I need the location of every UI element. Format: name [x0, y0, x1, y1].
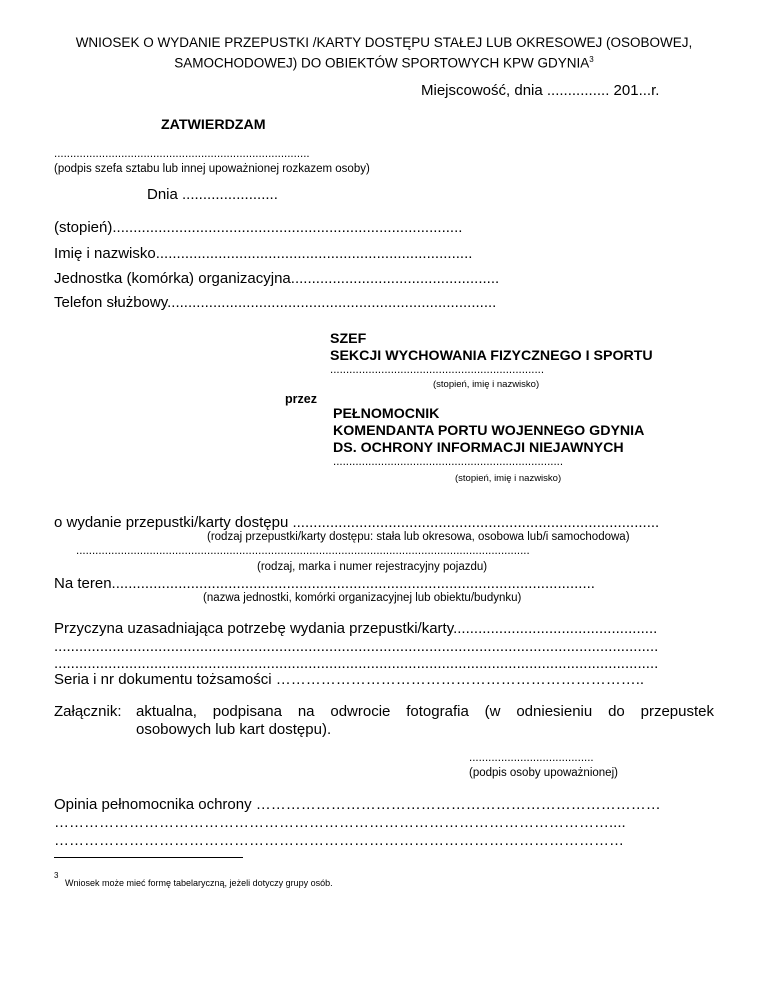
via-caption: (stopień, imię i nazwisko) — [455, 473, 562, 484]
place-and-date: Miejscowość, dnia ............... 201...r. — [421, 82, 660, 99]
applicant-name-field: Imię i nazwisko............................................................................ — [54, 245, 473, 262]
approval-heading: ZATWIERDZAM — [161, 117, 266, 133]
via-line3: DS. OCHRONY INFORMACJI NIEJAWNYCH — [333, 440, 624, 456]
via-label: przez — [285, 392, 317, 406]
footnote-divider — [54, 857, 243, 858]
addressee-signature-line: ................................................................... — [330, 364, 545, 376]
attachment-text-line2: osobowych lub kart dostępu). — [136, 721, 332, 738]
security-opinion-field-line2: ………………………………………………………………………………………………….... — [54, 814, 626, 831]
area-field: Na teren.................................................................................................................... — [54, 575, 595, 592]
justification-field-line1: Przyczyna uzasadniająca potrzebę wydania przepustki/karty................................................. — [54, 620, 658, 637]
applicant-rank-field: (stopień).................................................................................... — [54, 219, 463, 236]
footnote-number: 3 — [54, 871, 59, 880]
document-title-line1: WNIOSEK O WYDANIE PRZEPUSTKI /KARTY DOSTĘPU STAŁEJ LUB OKRESOWEJ (OSOBOWEJ, — [75, 35, 693, 50]
document-title-line2 — [0, 51, 768, 72]
security-opinion-field-line3: …………………………………………………………………………………………………… — [54, 832, 624, 849]
vehicle-caption: (rodzaj, marka i numer rejestracyjny pojazdu) — [257, 561, 488, 573]
attachment-text-line1: aktualna, podpisana na odwrocie fotografia (w odniesieniu do przepustek — [136, 703, 714, 720]
addressee-line1: SZEF — [330, 331, 367, 347]
approval-date-line: Dnia ....................... — [147, 186, 278, 203]
footnote-text: Wniosek może mieć formę tabelaryczną, jeżeli dotyczy grupy osób. — [65, 878, 333, 888]
attachment-label: Załącznik: — [54, 703, 122, 720]
pass-type-field: o wydanie przepustki/karty dostępu ........................................................................................ — [54, 514, 660, 531]
justification-field-line3: ................................................................................................................................................. — [54, 655, 659, 672]
addressee-caption: (stopień, imię i nazwisko) — [433, 379, 540, 390]
approval-signature-caption: (podpis szefa sztabu lub innej upoważnionej rozkazem osoby) — [54, 163, 370, 175]
area-caption: (nazwa jednostki, komórki organizacyjnej lub obiektu/budynku) — [203, 592, 522, 604]
via-signature-line: ........................................................................ — [333, 456, 564, 468]
applicant-unit-field: Jednostka (komórka) organizacyjna.................................................. — [54, 270, 500, 287]
document-title-line2-text: SAMOCHODOWEJ) DO OBIEKTÓW SPORTOWYCH KPW GDYNIA — [174, 55, 590, 71]
vehicle-field: .............................................................................................................................................. — [76, 545, 530, 557]
authorized-signature-line: ....................................... — [469, 752, 594, 764]
pass-type-caption: (rodzaj przepustki/karty dostępu: stała lub okresowa, osobowa lub/i samochodowa) — [207, 531, 630, 543]
approval-signature-line: ................................................................................ — [54, 148, 310, 160]
authorized-signature-caption: (podpis osoby upoważnionej) — [469, 767, 618, 779]
addressee-line2: SEKCJI WYCHOWANIA FIZYCZNEGO I SPORTU — [330, 348, 653, 364]
via-line1: PEŁNOMOCNIK — [333, 406, 440, 422]
security-opinion-field-line1: Opinia pełnomocnika ochrony ……………………………………………………………………… — [54, 796, 661, 813]
via-line2: KOMENDANTA PORTU WOJENNEGO GDYNIA — [333, 423, 645, 439]
id-document-field: Seria i nr dokumentu tożsamości ……………………………………………………………….. — [54, 671, 645, 688]
justification-field-line2: ................................................................................................................................................. — [54, 638, 659, 655]
applicant-phone-field: Telefon służbowy............................................................................... — [54, 294, 497, 311]
footnote-reference: 3 — [589, 55, 594, 64]
